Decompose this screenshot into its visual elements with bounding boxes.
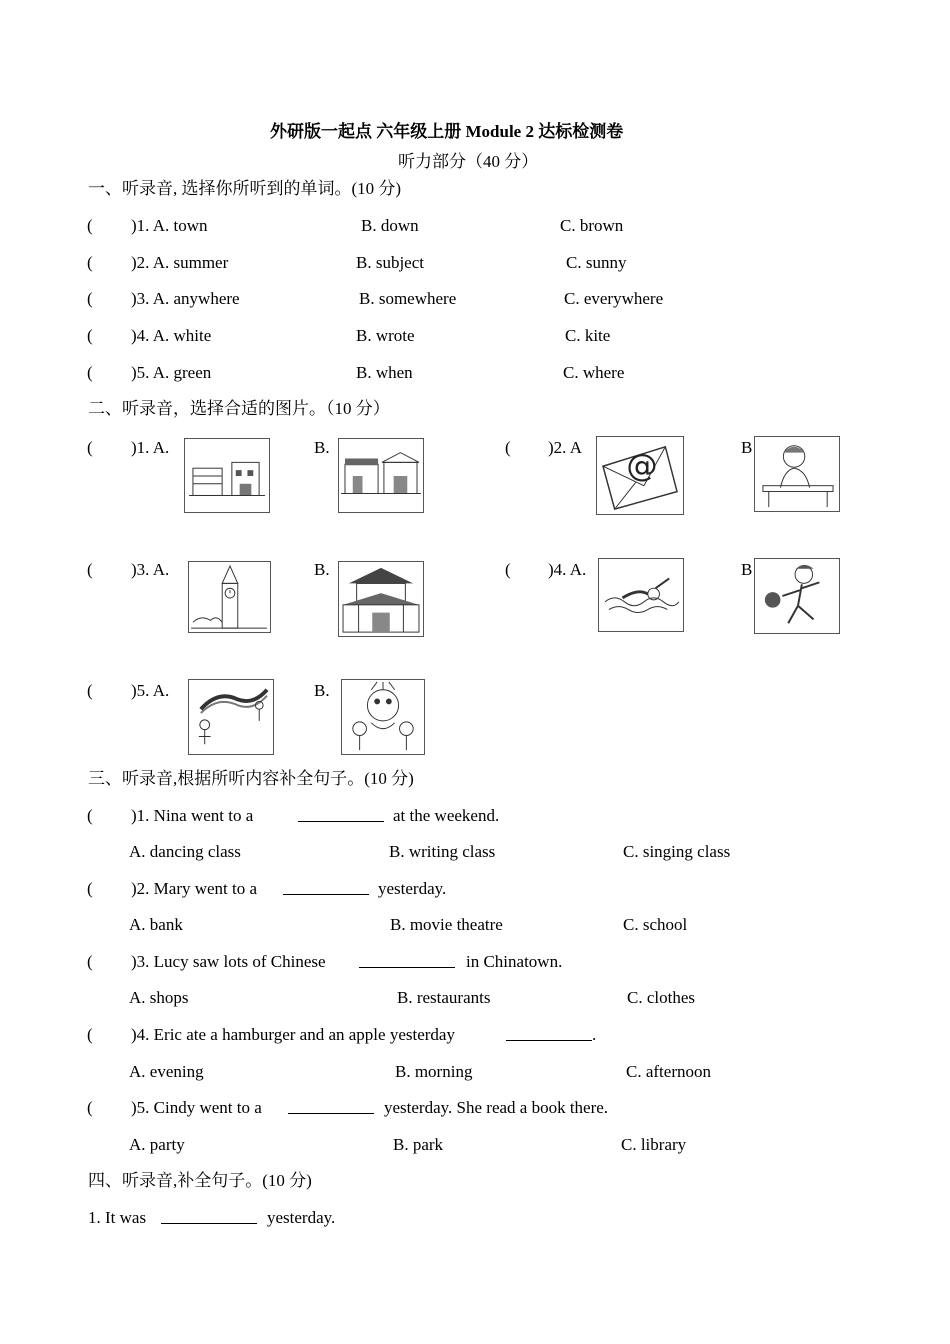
shops-icon — [339, 439, 423, 512]
question-2-label: )2. A — [548, 438, 582, 457]
option-a: A. bank — [129, 915, 183, 934]
answer-paren: ( — [87, 1025, 93, 1044]
at-symbol: @ — [626, 447, 658, 484]
answer-paren: ( — [87, 326, 93, 345]
answer-blank — [298, 806, 384, 822]
lion-dance-icon — [342, 680, 424, 754]
chinatown-building-picture-b — [338, 561, 424, 637]
option-b: B. when — [356, 363, 413, 382]
question-text-end: . — [592, 1025, 597, 1044]
section3-heading: 三、听录音,根据所听内容补全句子。(10 分) — [88, 769, 414, 788]
option-a: A. party — [129, 1135, 185, 1154]
option-b: B. down — [361, 216, 419, 235]
answer-paren: ( — [87, 1098, 93, 1117]
answer-paren: ( — [87, 216, 93, 235]
option-c: C. singing class — [623, 842, 731, 861]
option-c: C. clothes — [627, 988, 695, 1007]
option-b-label: B — [741, 560, 753, 579]
question-text: )4. Eric ate a hamburger and an apple yesterday — [131, 1025, 455, 1044]
question-3-label: )3. A. — [131, 560, 170, 579]
option-a: A. evening — [129, 1062, 204, 1081]
answer-paren: ( — [505, 560, 511, 579]
answer-paren: ( — [87, 806, 93, 825]
page-title: 外研版一起点 六年级上册 Module 2 达标检测卷 — [270, 122, 624, 141]
option-b: B. wrote — [356, 326, 415, 345]
question-4-label: )4. A. — [548, 560, 587, 579]
question-text: )1. Nina went to a — [131, 806, 254, 825]
option-b-label: B. — [314, 438, 330, 457]
question-option-a: )4. A. white — [131, 326, 212, 345]
answer-paren: ( — [87, 438, 93, 457]
buildings-icon — [185, 439, 269, 512]
question-text: )2. Mary went to a — [131, 879, 258, 898]
email-envelope-icon — [597, 437, 683, 514]
question-1-label: )1. A. — [131, 438, 170, 457]
option-c: C. school — [623, 915, 688, 934]
answer-paren: ( — [87, 952, 93, 971]
question-text-end: yesterday. She read a book there. — [384, 1098, 609, 1117]
option-c: C. kite — [565, 326, 611, 345]
section1-heading: 一、听录音, 选择你所听到的单词。(10 分) — [88, 179, 402, 198]
answer-paren: ( — [87, 363, 93, 382]
option-c: C. where — [563, 363, 625, 382]
option-b: B. morning — [395, 1062, 473, 1081]
option-c: C. everywhere — [564, 289, 664, 308]
answer-paren: ( — [87, 253, 93, 272]
answer-paren: ( — [87, 560, 93, 579]
answer-blank — [506, 1025, 592, 1041]
dragon-dance-picture-a — [188, 679, 274, 755]
boy-writing-icon — [755, 437, 839, 511]
option-b: B. park — [393, 1135, 444, 1154]
answer-blank — [288, 1098, 374, 1114]
option-b-label: B. — [314, 560, 330, 579]
section4-heading: 四、听录音,补全句子。(10 分) — [88, 1171, 312, 1190]
answer-paren: ( — [505, 438, 511, 457]
question-5-label: )5. A. — [131, 681, 170, 700]
dragon-dance-icon — [189, 680, 273, 754]
section2-heading: 二、听录音，选择合适的图片。（10 分） — [88, 399, 390, 418]
option-a: A. shops — [129, 988, 189, 1007]
answer-blank — [359, 952, 455, 968]
question-option-a: )1. A. town — [131, 216, 208, 235]
option-c: C. afternoon — [626, 1062, 711, 1081]
swimmer-icon — [599, 559, 683, 631]
lion-dance-picture-b — [341, 679, 425, 755]
question-text: 1. It was — [88, 1208, 147, 1227]
buildings-picture-a — [184, 438, 270, 513]
option-b-label: B — [741, 438, 753, 457]
option-c: C. library — [621, 1135, 687, 1154]
swimming-picture-a — [598, 558, 684, 632]
option-b: B. restaurants — [397, 988, 491, 1007]
boy-writing-picture-b — [754, 436, 840, 512]
question-text-end: in Chinatown. — [466, 952, 563, 971]
question-option-a: )2. A. summer — [131, 253, 229, 272]
option-b: B. movie theatre — [390, 915, 503, 934]
email-picture-a — [596, 436, 684, 515]
question-text-end: at the weekend. — [393, 806, 500, 825]
shops-picture-b — [338, 438, 424, 513]
basketball-player-picture-b — [754, 558, 840, 634]
answer-blank — [161, 1208, 257, 1224]
chinese-building-icon — [339, 562, 423, 636]
question-option-a: )5. A. green — [131, 363, 212, 382]
option-b: B. writing class — [389, 842, 496, 861]
option-a: A. dancing class — [129, 842, 241, 861]
answer-paren: ( — [87, 879, 93, 898]
answer-paren: ( — [87, 681, 93, 700]
question-text: )5. Cindy went to a — [131, 1098, 262, 1117]
basketball-player-icon — [755, 559, 839, 633]
clock-tower-icon — [189, 562, 270, 632]
option-b: B. subject — [356, 253, 424, 272]
page-subtitle: 听力部分（40 分） — [398, 152, 539, 171]
answer-blank — [283, 879, 369, 895]
big-ben-picture-a — [188, 561, 271, 633]
question-text-end: yesterday. — [267, 1208, 336, 1227]
option-c: C. brown — [560, 216, 624, 235]
option-b-label: B. — [314, 681, 330, 700]
option-b: B. somewhere — [359, 289, 457, 308]
question-text-end: yesterday. — [378, 879, 447, 898]
question-text: )3. Lucy saw lots of Chinese — [131, 952, 326, 971]
answer-paren: ( — [87, 289, 93, 308]
option-c: C. sunny — [566, 253, 627, 272]
question-option-a: )3. A. anywhere — [131, 289, 240, 308]
